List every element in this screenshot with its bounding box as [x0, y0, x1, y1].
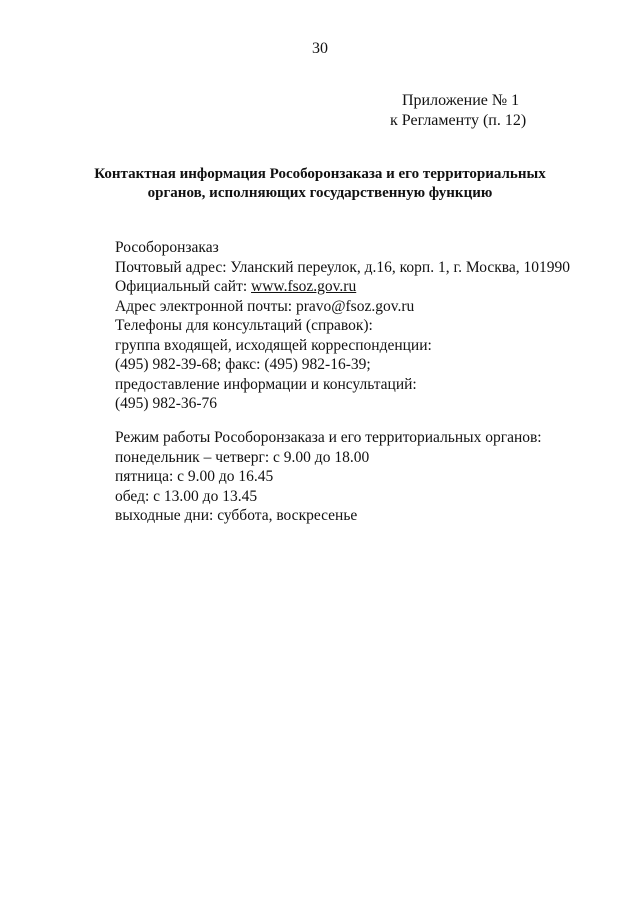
- postal-address: Почтовый адрес: Уланский переулок, д.16, корп. 1, г. Москва, 101990: [115, 258, 571, 276]
- schedule-heading: Режим работы Рособоронзаказа и его территориальных органов:: [115, 429, 542, 446]
- schedule-friday: пятница: с 9.00 до 16.45: [115, 468, 274, 485]
- page-number: 30: [312, 40, 328, 57]
- schedule-weekends: выходные дни: суббота, воскресенье: [115, 507, 358, 524]
- info-consultation-label: предоставление информации и консультаций:: [115, 375, 417, 393]
- organization-name: Рособоронзаказ: [115, 239, 219, 256]
- schedule-mon-thu: понедельник – четверг: с 9.00 до 18.00: [115, 448, 370, 466]
- info-consultation-phone: (495) 982-36-76: [115, 395, 218, 412]
- website-link[interactable]: www.fsoz.gov.ru: [251, 278, 357, 295]
- document-title-line-2: органов, исполняющих государственную функцию: [147, 185, 493, 201]
- appendix-regulation-ref: к Регламенту (п. 12): [390, 112, 527, 129]
- phones-heading: Телефоны для консультаций (справок):: [115, 317, 373, 334]
- email-line: Адрес электронной почты: pravo@fsoz.gov.ru: [115, 297, 415, 315]
- website-label: Официальный сайт:: [115, 278, 252, 295]
- contact-info-block: [115, 238, 595, 414]
- schedule-lunch: обед: с 13.00 до 13.45: [115, 487, 258, 505]
- correspondence-group-phones: (495) 982-39-68; факс: (495) 982-16-39;: [115, 356, 371, 373]
- document-title-line-1: Контактная информация Рособоронзаказа и его территориальных: [94, 166, 546, 182]
- website-line: [115, 277, 595, 297]
- work-schedule-block: [115, 428, 595, 526]
- document-title: [60, 165, 580, 203]
- correspondence-group-label: группа входящей, исходящей корреспонденции:: [115, 336, 432, 354]
- appendix-reference: [380, 91, 540, 131]
- appendix-number: Приложение № 1: [402, 92, 520, 109]
